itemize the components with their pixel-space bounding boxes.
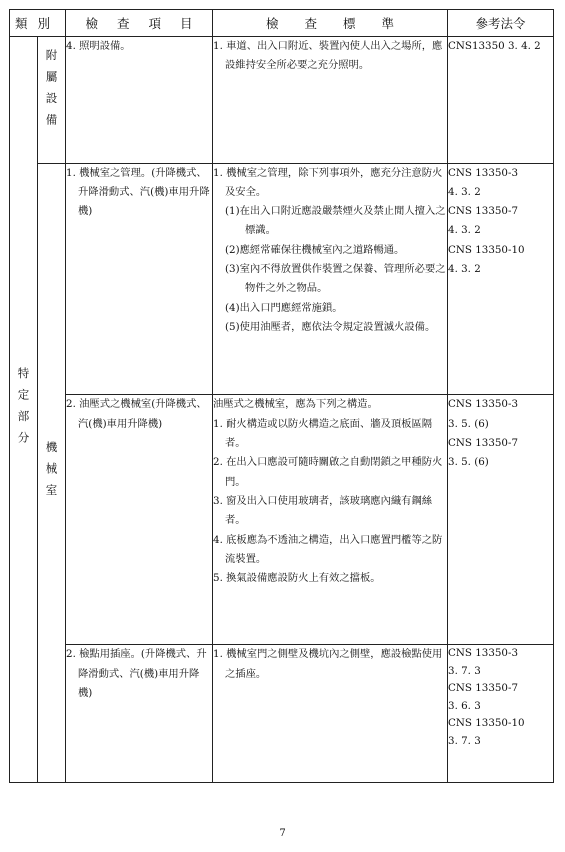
table-row — [10, 37, 554, 163]
header-category: 類別 — [10, 10, 66, 37]
header-row — [10, 10, 554, 37]
item-cell: 2. 檢點用插座。(升降機式、升降滑動式、汽(機)車用升降機) — [66, 645, 213, 783]
table-row — [10, 163, 554, 395]
standard-cell: 1. 機械室之管理，除下列事項外，應充分注意防火及安全。 (1)在出入口附近應設嚴禁煙火及禁止閒人擅入之標識。 (2)應經常確保往機械室內之道路暢通。 (3)室內不得放置供作裝置之保養、管理所必要之物件之外之物品。 (4)出入口門應經常施鎖。 (5)使用油壓者，應依法令規定設置滅火設備。 — [213, 163, 448, 395]
reference-cell: CNS 13350-3 4. 3. 2 CNS 13350-7 4. 3. 2 CNS 13350-10 4. 3. 2 — [448, 163, 554, 395]
category-attached: 附屬設備 — [38, 37, 66, 163]
standard-cell: 1. 機械室門之側壁及機坑內之側壁，應設檢點使用之插座。 — [213, 645, 448, 783]
standard-cell: 1. 車道、出入口附近、裝置內使人出入之場所，應設維持安全所必要之充分照明。 — [213, 37, 448, 163]
item-cell: 1. 機械室之管理。(升降機式、升降滑動式、汽(機)車用升降機) — [66, 163, 213, 395]
table-row — [10, 645, 554, 783]
reference-cell: CNS 13350-3 3. 5. (6) CNS 13350-7 3. 5. (6) — [448, 395, 554, 645]
reference-cell: CNS 13350-3 3. 7. 3 CNS 13350-7 3. 6. 3 CNS 13350-10 3. 7. 3 — [448, 645, 554, 783]
header-reference: 參考法令 — [448, 10, 554, 37]
category-special: 特定部分 — [10, 37, 38, 783]
header-standard: 檢 查 標 準 — [213, 10, 448, 37]
reference-cell: CNS13350 3. 4. 2 — [448, 37, 554, 163]
table-row — [10, 395, 554, 645]
category-machine-room: 機械室 — [38, 163, 66, 782]
standard-cell: 油壓式之機械室，應為下列之構造。 1. 耐火構造或以防火構造之底面、牆及頂板區隔者。 2. 在出入口應設可隨時關啟之自動閉鎖之甲種防火門。 3. 窗及出入口使用玻璃者，該玻璃應內織有鋼絲者。 4. 底板應為不透油之構造，出入口應置門檻等之防流裝置。 5. 換氣設備應設防火上有效之擋板。 — [213, 395, 448, 645]
inspection-table — [9, 9, 554, 783]
item-cell: 2. 油壓式之機械室(升降機式、汽(機)車用升降機) — [66, 395, 213, 645]
item-cell: 4. 照明設備。 — [66, 37, 213, 163]
page-number: 7 — [279, 828, 286, 839]
header-item: 檢 查 項 目 — [66, 10, 213, 37]
